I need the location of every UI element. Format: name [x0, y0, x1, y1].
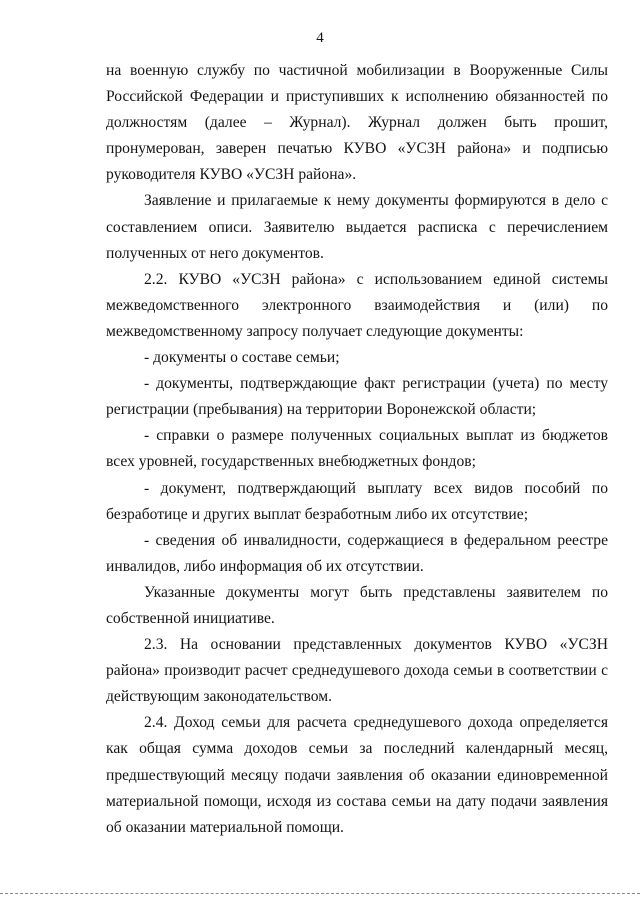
paragraph-application-case-file: Заявление и прилагаемые к нему документы формируются в дело с составлением описи. Заявителю выдается расписка с перечислением полученных от него документов. — [106, 192, 608, 262]
bottom-divider — [0, 893, 640, 894]
paragraph-section-2-4: 2.4. Доход семьи для расчета среднедушевого дохода определяется как общая сумма доходов семьи за последний календарный месяц, предшествующий месяцу подачи заявления об оказании единовременной материальной помощи, исходя из состава семьи на дату подачи заявления об оказании материальной помощи. — [106, 714, 608, 836]
paragraph-section-2-2: 2.2. КУВО «УСЗН района» с использованием единой системы межведомственного электронного взаимодействия и (или) по межведомственному запросу получает следующие документы: — [106, 270, 608, 340]
paragraph-section-2-3: 2.3. На основании представленных документов КУВО «УСЗН района» производит расчет среднедушевого дохода семьи в соответствии с действующим законодательством. — [106, 636, 608, 706]
paragraph-own-initiative: Указанные документы могут быть представлены заявителем по собственной инициативе. — [106, 583, 608, 627]
paragraph-journal-continuation: на военную службу по частичной мобилизации в Вооруженные Силы Российской Федерации и приступивших к исполнению обязанностей по должностям (далее – Журнал). Журнал должен быть прошит, пронумерован, заверен печатью КУВО «УСЗН района» и подписью руководителя КУВО «УСЗН района». — [106, 62, 608, 184]
document-body — [106, 58, 608, 841]
page-number: 4 — [316, 30, 324, 46]
list-item-disability-info: - сведения об инвалидности, содержащиеся в федеральном реестре инвалидов, либо информация об их отсутствии. — [106, 531, 608, 575]
list-item-registration-documents: - документы, подтверждающие факт регистрации (учета) по месту регистрации (пребывания) на территории Воронежской области; — [106, 375, 608, 419]
list-item-unemployment-benefits: - документ, подтверждающий выплату всех видов пособий по безработице и других выплат безработным либо их отсутствие; — [106, 479, 608, 523]
list-item-family-composition: - документы о составе семьи; — [144, 349, 340, 367]
list-item-social-payments: - справки о размере полученных социальных выплат из бюджетов всех уровней, государственных внебюджетных фондов; — [106, 427, 608, 471]
